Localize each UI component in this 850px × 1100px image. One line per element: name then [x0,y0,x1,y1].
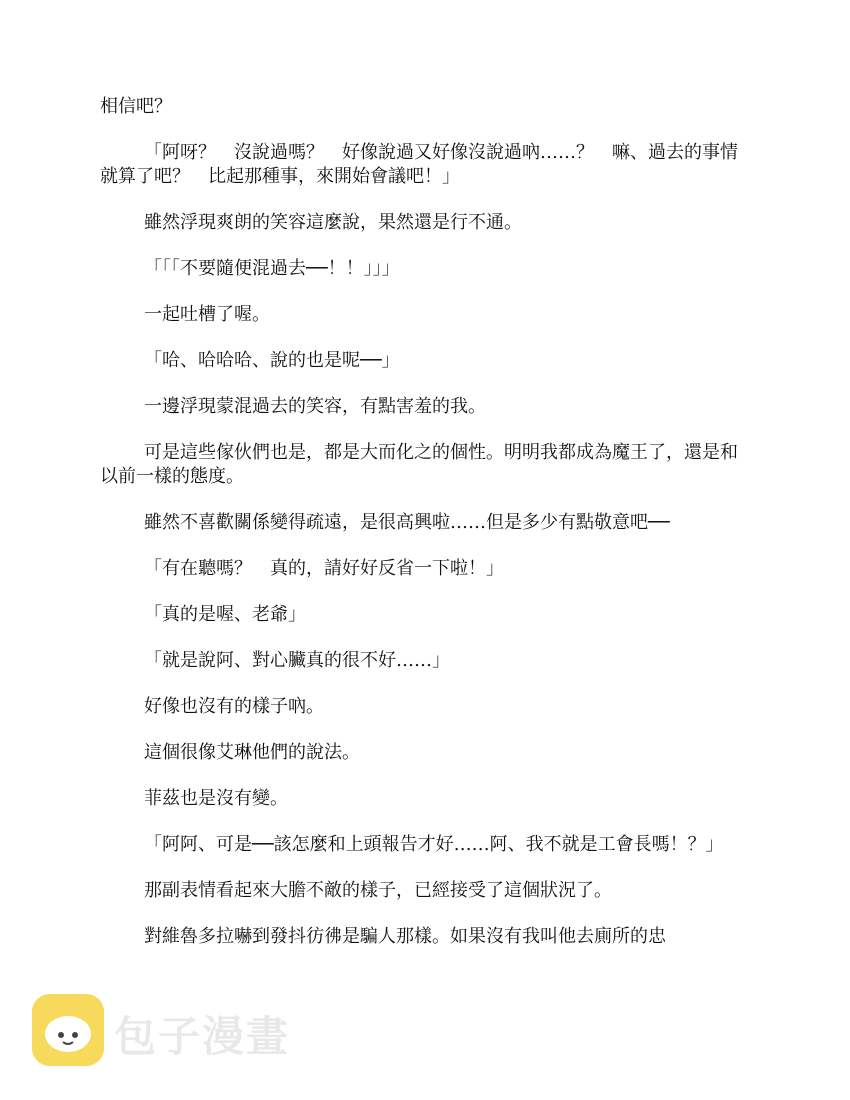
paragraph: 可是這些傢伙們也是，都是大而化之的個性。明明我都成為魔王了，還是和以前一樣的態度。 [100,442,738,487]
paragraph: 「就是說阿、對心臟真的很不好……」 [144,650,450,671]
novel-text [100,95,750,971]
paragraph: 這個很像艾琳他們的說法。 [144,742,360,763]
paragraph: 「「「不要隨便混過去──！！」」」 [144,258,400,279]
paragraph: 那副表情看起來大膽不敵的樣子，已經接受了這個狀況了。 [144,880,612,901]
watermark-text: 包子漫畫 [114,1012,291,1061]
paragraph: 好像也沒有的樣子吶。 [144,696,324,717]
paragraph: 「阿呀？ 沒說過嗎？ 好像說過又好像沒說過吶……？ 嘛、過去的事情就算了吧？ 比起那種事，來開始會議吧！」 [100,142,738,187]
paragraph: 一起吐槽了喔。 [144,304,270,325]
paragraph: 「哈、哈哈哈、說的也是呢──」 [144,350,400,371]
paragraph: 「阿阿、可是──該怎麼和上頭報告才好……阿、我不就是工會長嗎！？」 [144,834,724,855]
paragraph: 雖然浮現爽朗的笑容這麼說，果然還是行不通。 [144,212,522,233]
paragraph: 相信吧？ [100,96,172,117]
paragraph: 雖然不喜歡關係變得疏遠，是很高興啦……但是多少有點敬意吧── [144,512,670,533]
paragraph: 「真的是喔、老爺」 [144,604,306,625]
paragraph: 菲茲也是沒有變。 [144,788,288,809]
paragraph: 「有在聽嗎？ 真的，請好好反省一下啦！」 [144,558,504,579]
bun-logo-icon [32,994,104,1066]
paragraph: 一邊浮現蒙混過去的笑容，有點害羞的我。 [144,396,486,417]
watermark [32,994,322,1070]
paragraph: 對維魯多拉嚇到發抖彷彿是騙人那樣。如果沒有我叫他去廁所的忠 [144,926,666,947]
